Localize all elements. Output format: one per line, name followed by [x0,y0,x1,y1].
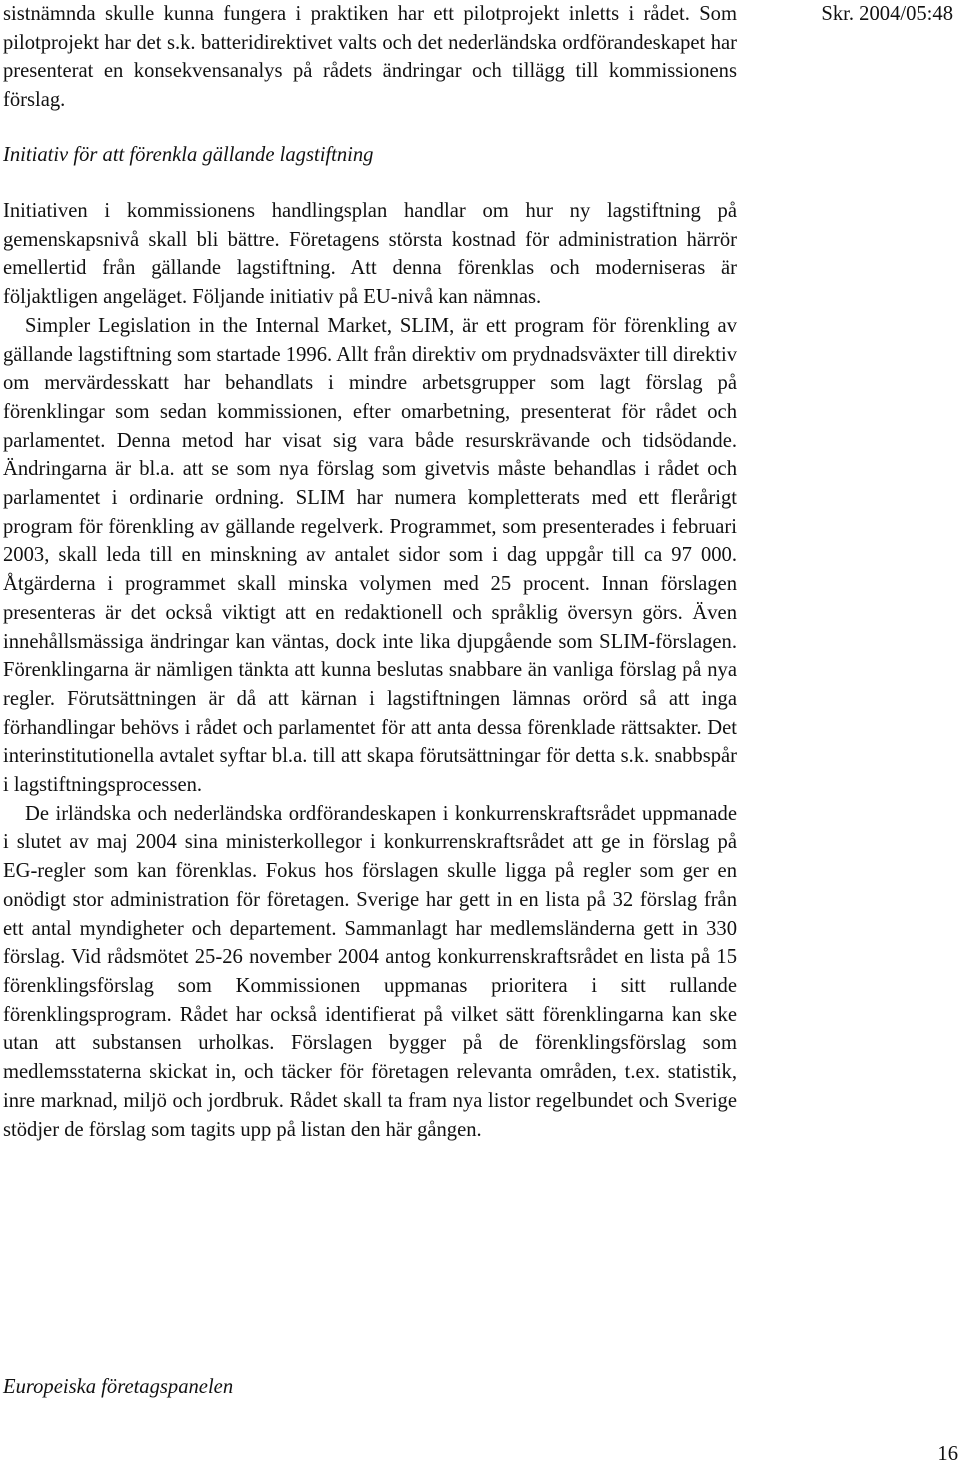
section-heading-initiativ: Initiativ för att förenkla gällande lagstiftning [3,144,374,166]
section-body [3,197,737,1144]
document-reference: Skr. 2004/05:48 [821,3,953,25]
intro-block [3,0,737,115]
intro-paragraph: sistnämnda skulle kunna fungera i praktiken har ett pilotprojekt inletts i rådet. Som pilotprojekt har det s.k. batteridirektivet valts och det nederländska ordförandeskapet har presenterat en konsekvensanalys på rådets ändringar och tillägg till kommissionens förslag. [3,3,737,112]
body-paragraph: Simpler Legislation in the Internal Market, SLIM, är ett program för förenkling av gällande lagstiftning som startade 1996. Allt från direktiv om prydnadsväxter till direktiv om mervärdesskatt har behandlats i mindre arbetsgrupper som lagt förslag på förenklingar som sedan kommissionen, efter omarbetning, presenterat för rådet och parlamentet. Denna metod har visat sig vara både resurskrävande och tidsödande. Ändringarna är bl.a. att se som nya förslag som givetvis måste behandlas i rådet och parlamentet i ordinarie ordning. SLIM har numera kompletterats med ett flerårigt program för förenkling av gällande regelverk. Programmet, som presenterades i februari 2003, skall leda till en minskning av antalet sidor som i dag uppgår till ca 97 000. Åtgärderna i programmet skall minska volymen med 25 procent. Innan förslagen presenteras är det också viktigt att en redaktionell och språklig översyn görs. Även innehållsmässiga ändringar kan väntas, dock inte lika djupgående som SLIM-förslagen. Förenklingarna är nämligen tänkta att kunna beslutas snabbare än vanliga förslag på nya regler. Förutsättningen är då att kärnan i lagstiftningen lämnas orörd så att inga förhandlingar behövs i rådet och parlamentet för att anta dessa förenklade rättsakter. Det interinstitutionella avtalet syftar bl.a. till att skapa förutsättningar för detta s.k. snabbspår i lagstiftningsprocessen. [3,314,737,797]
section-heading-foretagspanelen: Europeiska företagspanelen [3,1376,234,1398]
body-paragraph: De irländska och nederländska ordförandeskapen i konkurrenskraftsrådet uppmanade i slutet av maj 2004 sina ministerkollegor i konkurrenskraftsrådet att ge in förslag på EG-regler som kan förenklas. Fokus hos förslagen skulle ligga på regler som ger en onödigt stor administration för företagen. Sverige har gett in en lista på 32 förslag från ett antal myndigheter och departement. Sammanlagt har medlemsländerna gett in 330 förslag. Vid rådsmötet 25-26 november 2004 antog konkurrenskraftsrådet en lista på 15 förenklingsförslag som Kommissionen uppmanas prioritera i sitt rullande förenklingsprogram. Rådet har också identifierat på vilket sätt förenklingarna kan ske utan att substansen urholkas. Förslagen bygger på de förenklingsförslag som medlemsstaterna skickat in, och täcker för företagen relevanta områden, t.ex. statistik, inre marknad, miljö och jordbruk. Rådet skall ta fram nya listor regelbundet och Sverige stödjer de förslag som tagits upp på listan den här gången. [3,802,737,1141]
page-number: 16 [937,1443,958,1465]
body-paragraph: Initiativen i kommissionens handlingsplan handlar om hur ny lagstiftning på gemenskapsnivå skall bli bättre. Företagens största kostnad för administration härrör emellertid från gällande lagstiftning. Att denna förenklas och moderniseras är följaktligen angeläget. Följande initiativ på EU-nivå kan nämnas. [3,200,737,309]
